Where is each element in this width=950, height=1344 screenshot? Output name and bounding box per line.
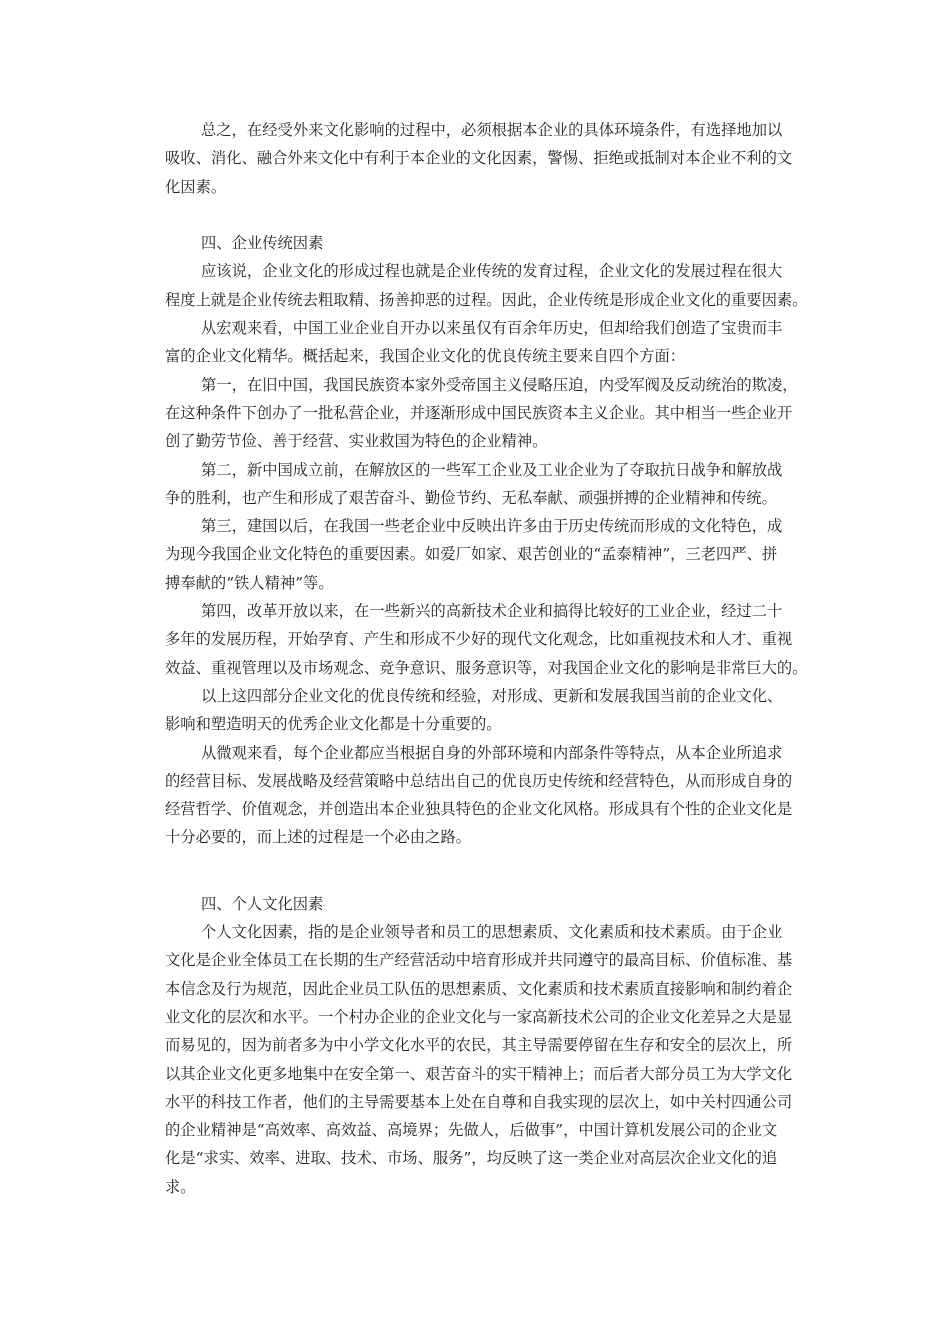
document-body bbox=[165, 116, 815, 1201]
paragraph bbox=[165, 739, 815, 852]
text-line: 争的胜利，也产生和形成了艰苦奋斗、勤俭节约、无私奉献、顽强拼搏的企业精神和传统。 bbox=[165, 488, 777, 507]
text-line: 的经营目标、发展战略及经营策略中总结出自己的优良历史传统和经营特色，从而形成自身的 bbox=[165, 771, 793, 790]
paragraph bbox=[165, 918, 815, 1201]
text-line: 富的企业文化精华。概括起来，我国企业文化的优良传统主要来自四个方面： bbox=[165, 347, 686, 366]
section-heading: 四、企业传统因素 bbox=[201, 234, 324, 253]
text-line: 以其企业文化更多地集中在安全第一、艰苦奋斗的实干精神上；而后者大部分员工为大学文化 bbox=[165, 1064, 793, 1083]
text-line: 经营哲学、价值观念，并创造出本企业独具特色的企业文化风格。形成具有个性的企业文化是 bbox=[165, 800, 793, 819]
text-line: 总之，在经受外来文化影响的过程中，必须根据本企业的具体环境条件，有选择地加以 bbox=[201, 121, 783, 139]
text-line: 应该说，企业文化的形成过程也就是企业传统的发育过程，企业文化的发展过程在很大 bbox=[201, 262, 783, 281]
paragraph bbox=[165, 257, 815, 314]
text-line: 多年的发展历程，开始孕育、产生和形成不少好的现代文化观念，比如重视技术和人才、重视 bbox=[165, 630, 793, 649]
text-line: 搏奉献的“铁人精神”等。 bbox=[165, 573, 334, 592]
text-line: 以上这四部分企业文化的优良传统和经验，对形成、更新和发展我国当前的企业文化、 bbox=[201, 686, 783, 705]
text-line: 本信念及行为规范，因此企业员工队伍的思想素质、文化素质和技术素质直接影响和制约着企 bbox=[165, 979, 793, 998]
text-line: 程度上就是企业传统去粗取精、扬善抑恶的过程。因此，企业传统是形成企业文化的重要因素。 bbox=[165, 290, 808, 309]
section-heading: 四、个人文化因素 bbox=[201, 894, 324, 913]
text-line: 从宏观来看，中国工业企业自开办以来虽仅有百余年历史，但却给我们创造了宝贵而丰 bbox=[201, 319, 783, 338]
paragraph bbox=[165, 682, 815, 739]
spacer bbox=[165, 852, 815, 890]
text-line: 效益、重视管理以及市场观念、竞争意识、服务意识等，对我国企业文化的影响是非常巨大的。 bbox=[165, 658, 808, 677]
paragraph bbox=[165, 314, 815, 371]
paragraph bbox=[165, 597, 815, 682]
text-line: 创了勤劳节俭、善于经营、实业救国为特色的企业精神。 bbox=[165, 432, 548, 451]
text-line: 从微观来看，每个企业都应当根据自身的外部环境和内部条件等特点，从本企业所追求 bbox=[201, 743, 783, 762]
text-line: 第一，在旧中国，我国民族资本家外受帝国主义侵略压迫，内受军阀及反动统治的欺凌， bbox=[201, 375, 798, 394]
text-line: 影响和塑造明天的优秀企业文化都是十分重要的。 bbox=[165, 715, 502, 734]
text-line: 十分必要的，而上述的过程是一个必由之路。 bbox=[165, 828, 471, 847]
text-line: 为现今我国企业文化特色的重要因素。如爱厂如家、艰苦创业的“孟泰精神”，三老四严、拼 bbox=[165, 545, 778, 564]
text-line: 第三，建国以后，在我国一些老企业中反映出许多由于历史传统而形成的文化特色，成 bbox=[201, 517, 783, 536]
spacer bbox=[165, 201, 815, 229]
text-line: 第二，新中国成立前，在解放区的一些军工企业及工业企业为了夺取抗日战争和解放战 bbox=[201, 460, 783, 479]
text-line: 吸收、消化、融合外来文化中有利于本企业的文化因素，警惕、拒绝或抵制对本企业不利的文 bbox=[165, 149, 793, 168]
text-line: 化因素。 bbox=[165, 177, 227, 196]
text-line: 而易见的，因为前者多为中小学文化水平的农民，其主导需要停留在生存和安全的层次上，所 bbox=[165, 1036, 793, 1055]
text-line: 水平的科技工作者，他们的主导需要基本上处在自尊和自我实现的层次上，如中关村四通公司 bbox=[165, 1092, 793, 1111]
text-line: 第四，改革开放以来，在一些新兴的高新技术企业和搞得比较好的工业企业，经过二十 bbox=[201, 602, 783, 621]
text-line: 个人文化因素，指的是企业领导者和员工的思想素质、文化素质和技术素质。由于企业 bbox=[201, 923, 783, 942]
text-line: 在这种条件下创办了一批私营企业，并逐渐形成中国民族资本主义企业。其中相当一些企业开 bbox=[165, 403, 793, 422]
text-line: 求。 bbox=[165, 1177, 196, 1196]
text-line: 的企业精神是“高效率、高效益、高境界；先做人，后做事”，中国计算机发展公司的企业文 bbox=[165, 1121, 778, 1140]
text-line: 业文化的层次和水平。一个村办企业的企业文化与一家高新技术公司的企业文化差异之大是显 bbox=[165, 1007, 793, 1026]
paragraph bbox=[165, 456, 815, 513]
text-line: 文化是企业全体员工在长期的生产经营活动中培育形成并共同遵守的最高目标、价值标准、基 bbox=[165, 951, 793, 970]
paragraph bbox=[165, 512, 815, 597]
paragraph bbox=[165, 371, 815, 456]
paragraph bbox=[165, 116, 815, 201]
text-line: 化是“求实、效率、进取、技术、市场、服务”，均反映了这一类企业对高层次企业文化的追 bbox=[165, 1149, 778, 1168]
